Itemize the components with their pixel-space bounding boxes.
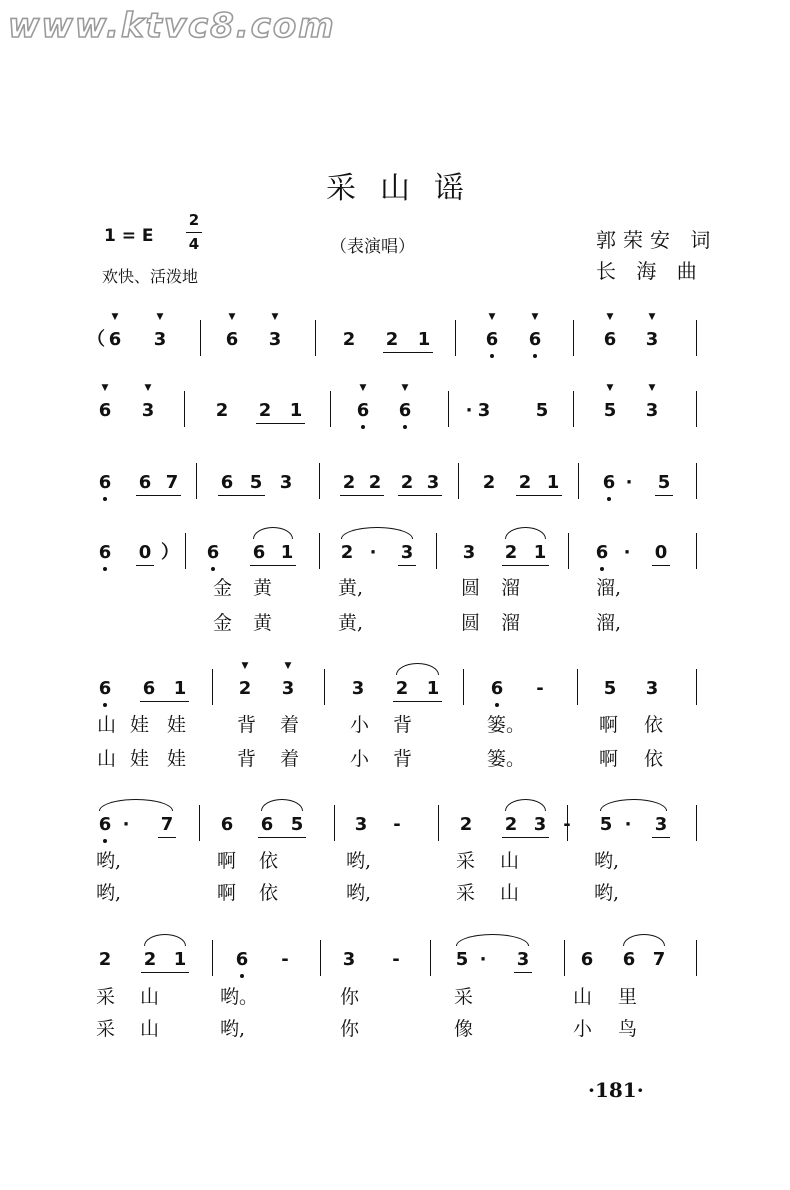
accent-mark: ▼	[156, 312, 164, 322]
lyric-syllable: 溜	[501, 577, 521, 599]
lyric-syllable: 啊	[599, 748, 619, 770]
beam-underline	[655, 495, 673, 496]
note: 1	[173, 678, 187, 699]
note: 1	[426, 678, 440, 699]
barline	[212, 669, 213, 705]
accent-mark: ▼	[241, 661, 249, 671]
octave-dot-below	[103, 497, 107, 501]
note: 1	[533, 542, 547, 563]
lyric-syllable: 黄,	[338, 577, 364, 599]
lyric-syllable: 溜,	[596, 612, 622, 634]
lyric-syllable: 金	[213, 577, 233, 599]
accent-mark: ▼	[271, 312, 279, 322]
note: 6	[602, 472, 616, 493]
beam-underline	[218, 495, 265, 496]
note: 2	[342, 472, 356, 493]
barline	[696, 320, 697, 356]
song-title: 采山谣	[326, 171, 488, 206]
note: 6	[252, 542, 266, 563]
note: 6	[235, 949, 249, 970]
lyric-syllable: 哟,	[220, 1018, 246, 1040]
note: 2	[98, 949, 112, 970]
octave-dot-below	[495, 703, 499, 707]
note: 1	[280, 542, 294, 563]
barline	[324, 669, 325, 705]
note: 0	[654, 542, 668, 563]
symbol-dot: ·	[624, 814, 632, 835]
octave-dot-below	[361, 425, 365, 429]
barline	[696, 533, 697, 569]
note: 6	[528, 329, 542, 350]
octave-dot-below	[490, 354, 494, 358]
lyric-syllable: 着	[280, 714, 300, 736]
lyric-syllable: 哟,	[346, 882, 372, 904]
note: 5	[657, 472, 671, 493]
lyric-syllable: 小	[573, 1018, 593, 1040]
note: 3	[354, 814, 368, 835]
lyric-syllable: 哟,	[346, 850, 372, 872]
note: 3	[153, 329, 167, 350]
note: 6	[142, 678, 156, 699]
note: 0	[138, 542, 152, 563]
composer-credit: 长 海 曲	[596, 259, 704, 283]
lyric-syllable: 哟,	[594, 850, 620, 872]
performance-note: （表演唱）	[330, 237, 415, 257]
tempo-marking: 欢快、活泼地	[102, 267, 199, 286]
note: 2	[395, 678, 409, 699]
key-signature: 1 = E	[104, 226, 154, 246]
lyric-syllable: 你	[340, 986, 360, 1008]
slur-arc	[396, 663, 439, 675]
barline	[200, 320, 201, 356]
note: 3	[645, 400, 659, 421]
note: 6	[220, 472, 234, 493]
barline	[320, 940, 321, 976]
note: 5	[455, 949, 469, 970]
note: 6	[108, 329, 122, 350]
note: 2	[368, 472, 382, 493]
lyric-syllable: 山	[97, 714, 117, 736]
barline	[458, 463, 459, 499]
beam-underline	[140, 701, 189, 702]
octave-dot-below	[103, 839, 107, 843]
barline	[696, 805, 697, 841]
lyric-syllable: 娃	[130, 748, 150, 770]
accent-mark: ▼	[531, 312, 539, 322]
note: 1	[173, 949, 187, 970]
lyric-syllable: 着	[280, 748, 300, 770]
lyric-syllable: 啊	[599, 714, 619, 736]
accent-mark: ▼	[144, 383, 152, 393]
note: 2	[400, 472, 414, 493]
beam-underline	[652, 565, 670, 566]
lyric-syllable: 采	[96, 1018, 116, 1040]
note: 6	[260, 814, 274, 835]
lyric-syllable: 圆	[461, 577, 481, 599]
note: 3	[477, 400, 491, 421]
lyric-syllable: 溜,	[596, 577, 622, 599]
lyric-syllable: 山	[140, 1018, 160, 1040]
octave-dot-below	[103, 567, 107, 571]
lyric-syllable: 娃	[130, 714, 150, 736]
symbol-dash: -	[563, 814, 571, 835]
note: 6	[580, 949, 594, 970]
note: 6	[356, 400, 370, 421]
note: 3	[645, 329, 659, 350]
note: 6	[98, 678, 112, 699]
barline	[573, 320, 574, 356]
note: 3	[654, 814, 668, 835]
symbol-dot: ·	[623, 542, 631, 563]
note: 3	[281, 678, 295, 699]
lyric-syllable: 啊	[217, 850, 237, 872]
lyric-syllable: 溜	[501, 612, 521, 634]
barline	[199, 805, 200, 841]
beam-underline	[340, 495, 384, 496]
page-number: ·181·	[588, 1078, 644, 1102]
note: 3	[533, 814, 547, 835]
accent-mark: ▼	[648, 383, 656, 393]
barline	[463, 669, 464, 705]
lyric-syllable: 山	[140, 986, 160, 1008]
note: 6	[595, 542, 609, 563]
lyricist-credit: 郭荣安 词	[596, 228, 718, 252]
lyric-syllable: 黄,	[338, 612, 364, 634]
symbol-dot: ·	[369, 542, 377, 563]
beam-underline	[398, 495, 442, 496]
note: 5	[599, 814, 613, 835]
lyric-syllable: 篓。	[487, 714, 526, 736]
note: 2	[504, 814, 518, 835]
symbol-dot: ·	[122, 814, 130, 835]
lyric-syllable: 采	[96, 986, 116, 1008]
beam-underline	[514, 972, 532, 973]
beam-underline	[158, 837, 176, 838]
lyric-syllable: 背	[237, 714, 257, 736]
lyric-syllable: 依	[644, 714, 664, 736]
note: 6	[490, 678, 504, 699]
note: 5	[290, 814, 304, 835]
octave-dot-below	[211, 567, 215, 571]
beam-underline	[502, 565, 549, 566]
lyric-syllable: 哟,	[96, 882, 122, 904]
accent-mark: ▼	[111, 312, 119, 322]
barline	[696, 940, 697, 976]
accent-mark: ▼	[401, 383, 409, 393]
barline	[319, 533, 320, 569]
slur-arc	[505, 527, 546, 539]
symbol-dot: ·	[625, 472, 633, 493]
note: 5	[535, 400, 549, 421]
note: 6	[622, 949, 636, 970]
lyric-syllable: 依	[644, 748, 664, 770]
note: 6	[98, 400, 112, 421]
note: 2	[238, 678, 252, 699]
beam-underline	[652, 837, 670, 838]
symbol-paren-close: ）	[161, 542, 179, 563]
barline	[573, 391, 574, 427]
symbol-dash: -	[392, 949, 400, 970]
octave-dot-below	[600, 567, 604, 571]
barline	[315, 320, 316, 356]
time-signature-top: 2	[188, 211, 200, 229]
beam-underline	[502, 837, 549, 838]
slur-arc	[341, 527, 413, 539]
barline	[185, 533, 186, 569]
barline	[334, 805, 335, 841]
lyric-syllable: 里	[618, 986, 638, 1008]
note: 5	[603, 400, 617, 421]
slur-arc	[261, 799, 303, 811]
note: 3	[141, 400, 155, 421]
lyric-syllable: 鸟	[618, 1018, 638, 1040]
note: 5	[603, 678, 617, 699]
note: 3	[342, 949, 356, 970]
beam-underline	[136, 495, 181, 496]
octave-dot-below	[403, 425, 407, 429]
note: 7	[165, 472, 179, 493]
beam-underline	[256, 423, 305, 424]
note: 2	[504, 542, 518, 563]
lyric-syllable: 娃	[167, 748, 187, 770]
symbol-dot: ·	[479, 949, 487, 970]
lyric-syllable: 哟,	[96, 850, 122, 872]
symbol-dash: -	[281, 949, 289, 970]
barline	[330, 391, 331, 427]
beam-underline	[258, 837, 306, 838]
note: 6	[398, 400, 412, 421]
barline	[455, 320, 456, 356]
note: 2	[143, 949, 157, 970]
lyric-syllable: 采	[456, 850, 476, 872]
accent-mark: ▼	[359, 383, 367, 393]
note: 7	[652, 949, 666, 970]
beam-underline	[393, 701, 442, 702]
lyric-syllable: 背	[237, 748, 257, 770]
note: 2	[340, 542, 354, 563]
note: 2	[258, 400, 272, 421]
barline	[568, 533, 569, 569]
lyric-syllable: 黄	[253, 577, 273, 599]
lyric-syllable: 山	[500, 850, 520, 872]
note: 6	[220, 814, 234, 835]
symbol-paren-open: （	[87, 329, 105, 350]
note: 2	[518, 472, 532, 493]
note: 6	[98, 814, 112, 835]
symbol-dash: -	[393, 814, 401, 835]
lyric-syllable: 娃	[167, 714, 187, 736]
barline	[564, 940, 565, 976]
barline	[696, 669, 697, 705]
slur-arc	[456, 934, 529, 946]
lyric-syllable: 小	[350, 748, 370, 770]
note: 6	[138, 472, 152, 493]
barline	[430, 940, 431, 976]
lyric-syllable: 采	[456, 882, 476, 904]
lyric-syllable: 你	[340, 1018, 360, 1040]
octave-dot-below	[240, 974, 244, 978]
lyric-syllable: 山	[97, 748, 117, 770]
accent-mark: ▼	[606, 312, 614, 322]
lyric-syllable: 小	[350, 714, 370, 736]
note: 3	[516, 949, 530, 970]
barline	[436, 533, 437, 569]
barline	[448, 391, 449, 427]
lyric-syllable: 哟,	[594, 882, 620, 904]
lyric-syllable: 采	[454, 986, 474, 1008]
slur-arc	[144, 934, 186, 946]
accent-mark: ▼	[101, 383, 109, 393]
lyric-syllable: 山	[500, 882, 520, 904]
note: 6	[98, 472, 112, 493]
octave-dot-below	[607, 497, 611, 501]
lyric-syllable: 啊	[217, 882, 237, 904]
slur-arc	[623, 934, 665, 946]
barline	[184, 391, 185, 427]
barline	[696, 463, 697, 499]
beam-underline	[141, 972, 189, 973]
accent-mark: ▼	[488, 312, 496, 322]
lyric-syllable: 山	[573, 986, 593, 1008]
slur-arc	[505, 799, 546, 811]
lyric-syllable: 依	[259, 882, 279, 904]
barline	[196, 463, 197, 499]
watermark: www.ktvc8.com	[8, 6, 336, 46]
accent-mark: ▼	[606, 383, 614, 393]
note: 1	[417, 329, 431, 350]
lyric-syllable: 哟。	[220, 986, 259, 1008]
barline	[696, 391, 697, 427]
note: 7	[160, 814, 174, 835]
symbol-dot: ·	[465, 400, 473, 421]
note: 1	[546, 472, 560, 493]
accent-mark: ▼	[228, 312, 236, 322]
note: 3	[462, 542, 476, 563]
beam-underline	[383, 352, 433, 353]
barline	[577, 669, 578, 705]
beam-underline	[398, 565, 416, 566]
accent-mark: ▼	[284, 661, 292, 671]
symbol-dash: -	[536, 678, 544, 699]
barline	[438, 805, 439, 841]
lyric-syllable: 圆	[461, 612, 481, 634]
note: 3	[279, 472, 293, 493]
note: 6	[98, 542, 112, 563]
note: 3	[426, 472, 440, 493]
note: 3	[400, 542, 414, 563]
lyric-syllable: 像	[454, 1018, 474, 1040]
note: 2	[215, 400, 229, 421]
slur-arc	[253, 527, 293, 539]
barline	[212, 940, 213, 976]
note: 2	[385, 329, 399, 350]
beam-underline	[136, 565, 154, 566]
lyric-syllable: 依	[259, 850, 279, 872]
note: 2	[459, 814, 473, 835]
lyric-syllable: 背	[393, 748, 413, 770]
note: 6	[603, 329, 617, 350]
note: 2	[342, 329, 356, 350]
octave-dot-below	[103, 703, 107, 707]
time-signature-bottom: 4	[188, 235, 200, 253]
beam-underline	[250, 565, 296, 566]
slur-arc	[600, 799, 667, 811]
note: 2	[482, 472, 496, 493]
note: 1	[289, 400, 303, 421]
lyric-syllable: 黄	[253, 612, 273, 634]
note: 6	[225, 329, 239, 350]
note: 3	[645, 678, 659, 699]
note: 5	[249, 472, 263, 493]
accent-mark: ▼	[648, 312, 656, 322]
lyric-syllable: 篓。	[487, 748, 526, 770]
barline	[578, 463, 579, 499]
lyric-syllable: 背	[393, 714, 413, 736]
note: 6	[485, 329, 499, 350]
octave-dot-below	[533, 354, 537, 358]
note: 3	[351, 678, 365, 699]
lyric-syllable: 金	[213, 612, 233, 634]
note: 6	[206, 542, 220, 563]
beam-underline	[516, 495, 562, 496]
slur-arc	[99, 799, 173, 811]
barline	[319, 463, 320, 499]
note: 3	[268, 329, 282, 350]
